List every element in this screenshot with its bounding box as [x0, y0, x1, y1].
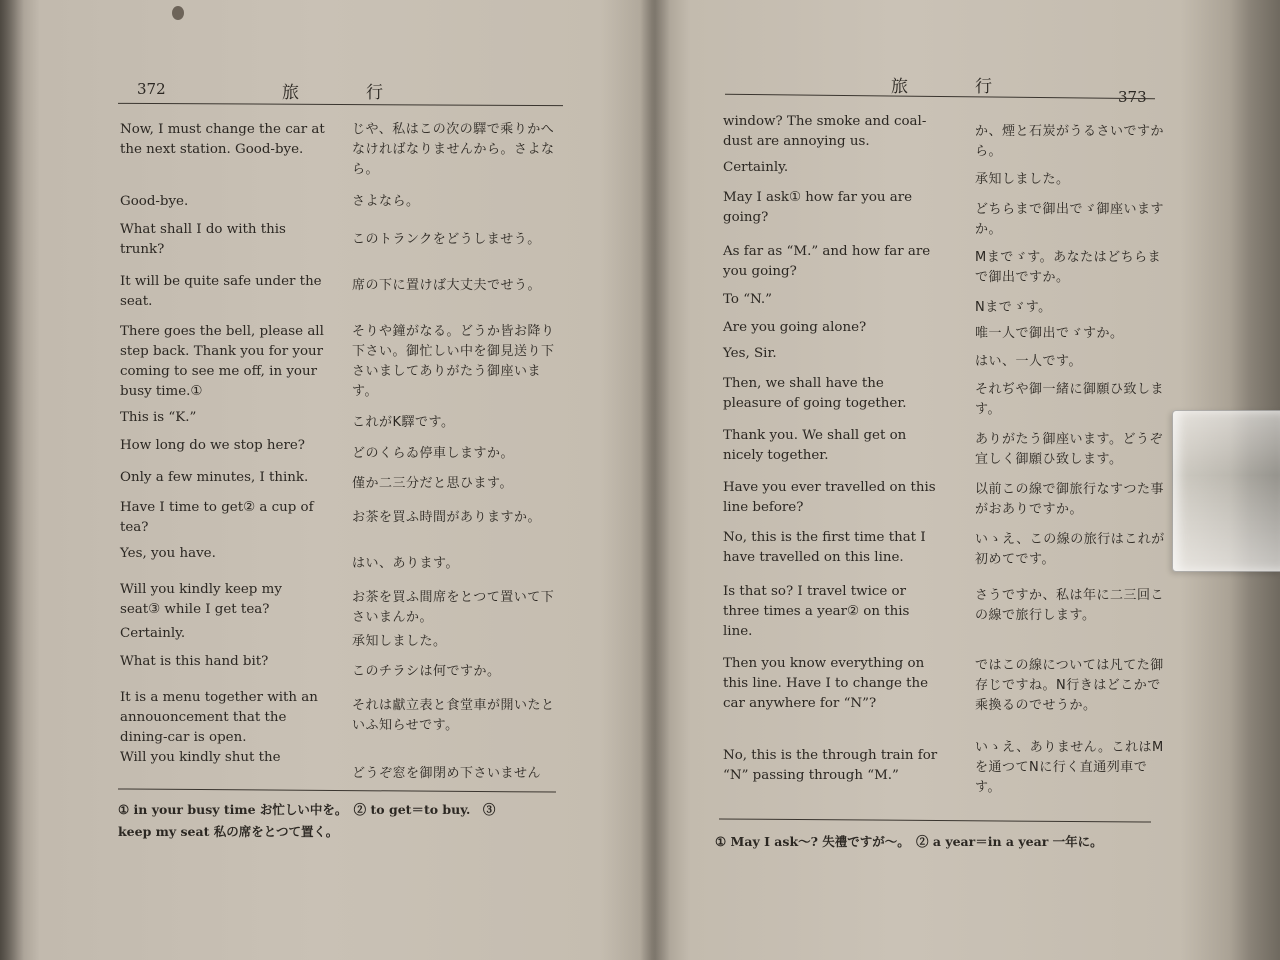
- english-line: Certainly.: [120, 626, 186, 641]
- english-line: Yes, you have.: [120, 546, 216, 561]
- japanese-line: お茶を買ふ時間がありますか。: [352, 510, 542, 525]
- english-line: As far as “M.” and how far are you going?: [723, 244, 931, 279]
- japanese-line: Mまでゞす。あなたはどちらまで御出ですか。: [975, 250, 1162, 285]
- english-line: This is “K.”: [120, 410, 197, 425]
- footnote-line: ① May I ask～? 失禮ですが～。 ② a year＝in a year 一年に。: [715, 834, 1103, 849]
- english-line: It is a menu together with an annouoncement that the dining-car is open.: [120, 690, 318, 745]
- japanese-line: さよなら。: [352, 194, 420, 209]
- page-header-title-right: 旅 行: [891, 77, 996, 97]
- japanese-line: 承知しました。: [352, 634, 447, 649]
- japanese-line: はい、あります。: [352, 556, 459, 571]
- japanese-line: それは獻立表と食堂車が開いたといふ知らせです。: [352, 698, 555, 733]
- english-line: May I ask① how far you are going?: [723, 190, 913, 225]
- japanese-line: か、煙と石炭がうるさいですから。: [975, 124, 1165, 159]
- japanese-line: お茶を買ふ間席をとつて置いて下さいまんか。: [352, 590, 555, 625]
- japanese-line: じや、私はこの次の驛で乘りかへなければなりませんから。さよなら。: [352, 122, 555, 177]
- english-line: Then you know everything on this line. Have I to change the car anywhere for “N”?: [723, 656, 929, 711]
- english-line: Have I time to get② a cup of tea?: [120, 500, 314, 535]
- english-line: window? The smoke and coal-dust are annoying us.: [723, 114, 927, 149]
- english-line: Then, we shall have the pleasure of going together.: [723, 376, 907, 411]
- english-line: What is this hand bit?: [120, 654, 269, 669]
- english-line: Now, I must change the car at the next station. Good-bye.: [120, 122, 325, 157]
- english-line: Is that so? I travel twice or three times a year② on this line.: [723, 584, 910, 639]
- english-line: Yes, Sir.: [723, 346, 777, 361]
- english-line: Thank you. We shall get on nicely together.: [723, 428, 907, 463]
- japanese-line: ではこの線については凡てた御存じですね。N行きはどこかで乘換るのでせうか。: [975, 658, 1164, 713]
- header-rule-left: [118, 103, 563, 106]
- japanese-line: Nまでゞす。: [975, 300, 1052, 315]
- english-line: It will be quite safe under the seat.: [120, 274, 322, 309]
- english-line: There goes the bell, please all step back. Thank you for your coming to see me off, in your busy time.①: [120, 324, 324, 399]
- english-line: Good-bye.: [120, 194, 189, 209]
- english-line: Are you going alone?: [723, 320, 867, 335]
- japanese-line: このトランクをどうしませう。: [352, 232, 541, 247]
- japanese-line: どのくらゐ停車しますか。: [352, 446, 515, 461]
- japanese-line: ありがたう御座います。どうぞ宜しく御願ひ致します。: [975, 432, 1163, 467]
- page-header-title-left: 旅 行: [282, 83, 387, 103]
- english-line: Certainly.: [723, 160, 789, 175]
- footnote-rule-left: [118, 788, 556, 792]
- japanese-line: 席の下に置けば大丈夫でせう。: [352, 278, 542, 293]
- japanese-line: どうぞ窓を御閉め下さいません: [352, 766, 542, 781]
- japanese-line: それぢや御一緒に御願ひ致します。: [975, 382, 1165, 417]
- english-line: Will you kindly keep my seat③ while I get tea?: [120, 582, 282, 617]
- english-line: Will you kindly shut the: [120, 750, 281, 765]
- japanese-line: 唯一人で御出でゞすか。: [975, 326, 1124, 341]
- acrylic-page-holder: [1172, 410, 1280, 572]
- english-line: No, this is the through train for “N” passing through “M.”: [723, 748, 938, 783]
- japanese-line: そりや鐘がなる。どうか皆お降り下さい。御忙しい中を御見送り下さいましてありがたう御座います。: [352, 324, 555, 399]
- english-line: What shall I do with this trunk?: [120, 222, 286, 257]
- japanese-line: 承知しました。: [975, 172, 1070, 187]
- japanese-line: これがK驛です。: [352, 415, 455, 430]
- english-line: To “N.”: [723, 292, 773, 307]
- japanese-line: いゝえ、ありません。これはMを通つてNに行く直通列車です。: [975, 740, 1164, 795]
- japanese-line: さうですか、私は年に二三回この線で旅行します。: [975, 588, 1165, 623]
- japanese-line: 以前この線で御旅行なすつた事がおありですか。: [975, 482, 1165, 517]
- english-line: How long do we stop here?: [120, 438, 305, 453]
- japanese-line: はい、一人です。: [975, 354, 1082, 369]
- japanese-line: このチラシは何ですか。: [352, 664, 501, 679]
- page-number-right: 373: [1118, 88, 1147, 106]
- english-line: Have you ever travelled on this line before?: [723, 480, 936, 515]
- japanese-line: どちらまで御出でゞ御座いますか。: [975, 202, 1165, 237]
- footnote-line: ① in your busy time お忙しい中を。 ② to get＝to buy. ③: [118, 802, 496, 817]
- footnote-rule-right: [719, 818, 1151, 822]
- japanese-line: 僅か二三分だと思ひます。: [352, 476, 513, 491]
- footnote-line: keep my seat 私の席をとつて置く。: [118, 824, 339, 839]
- english-line: Only a few minutes, I think.: [120, 470, 309, 485]
- english-line: No, this is the first time that I have travelled on this line.: [723, 530, 926, 565]
- page-number-left: 372: [137, 80, 166, 98]
- japanese-line: いゝえ、この線の旅行はこれが初めてです。: [975, 532, 1165, 567]
